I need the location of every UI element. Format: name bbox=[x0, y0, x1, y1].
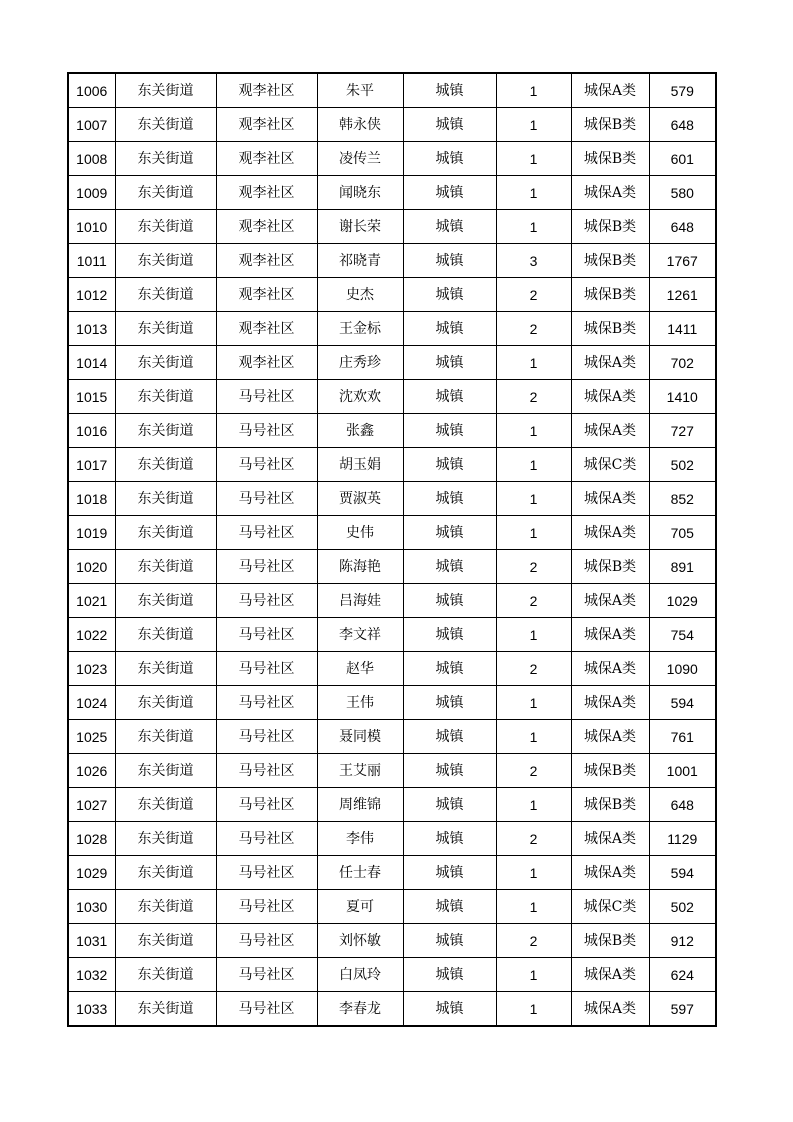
cell-amount: 1261 bbox=[649, 278, 716, 312]
table-row bbox=[68, 414, 716, 448]
cell-name: 祁晓青 bbox=[317, 244, 403, 278]
cell-name: 刘怀敏 bbox=[317, 924, 403, 958]
cell-type: 城镇 bbox=[403, 686, 496, 720]
cell-id: 1010 bbox=[68, 210, 115, 244]
cell-category: 城保B类 bbox=[571, 244, 649, 278]
cell-category: 城保C类 bbox=[571, 448, 649, 482]
cell-id: 1033 bbox=[68, 992, 115, 1027]
cell-name: 聂同模 bbox=[317, 720, 403, 754]
cell-name: 吕海娃 bbox=[317, 584, 403, 618]
table-row bbox=[68, 244, 716, 278]
cell-id: 1011 bbox=[68, 244, 115, 278]
cell-category: 城保A类 bbox=[571, 176, 649, 210]
cell-street: 东关街道 bbox=[115, 346, 216, 380]
cell-amount: 761 bbox=[649, 720, 716, 754]
cell-id: 1027 bbox=[68, 788, 115, 822]
cell-id: 1017 bbox=[68, 448, 115, 482]
cell-amount: 912 bbox=[649, 924, 716, 958]
table-row bbox=[68, 210, 716, 244]
cell-community: 马号社区 bbox=[216, 788, 317, 822]
table-row bbox=[68, 176, 716, 210]
cell-amount: 594 bbox=[649, 686, 716, 720]
cell-name: 胡玉娟 bbox=[317, 448, 403, 482]
table-row bbox=[68, 924, 716, 958]
cell-community: 马号社区 bbox=[216, 686, 317, 720]
cell-community: 观李社区 bbox=[216, 142, 317, 176]
cell-community: 马号社区 bbox=[216, 890, 317, 924]
cell-name: 王艾丽 bbox=[317, 754, 403, 788]
cell-community: 马号社区 bbox=[216, 584, 317, 618]
cell-name: 庄秀珍 bbox=[317, 346, 403, 380]
cell-name: 李文祥 bbox=[317, 618, 403, 652]
cell-id: 1029 bbox=[68, 856, 115, 890]
cell-name: 周维锦 bbox=[317, 788, 403, 822]
cell-type: 城镇 bbox=[403, 380, 496, 414]
cell-name: 史伟 bbox=[317, 516, 403, 550]
cell-type: 城镇 bbox=[403, 958, 496, 992]
cell-type: 城镇 bbox=[403, 618, 496, 652]
cell-count: 1 bbox=[496, 958, 571, 992]
cell-street: 东关街道 bbox=[115, 924, 216, 958]
cell-type: 城镇 bbox=[403, 856, 496, 890]
cell-community: 观李社区 bbox=[216, 278, 317, 312]
cell-id: 1016 bbox=[68, 414, 115, 448]
cell-amount: 502 bbox=[649, 448, 716, 482]
cell-type: 城镇 bbox=[403, 142, 496, 176]
cell-community: 马号社区 bbox=[216, 754, 317, 788]
cell-amount: 579 bbox=[649, 73, 716, 108]
cell-amount: 727 bbox=[649, 414, 716, 448]
cell-count: 2 bbox=[496, 380, 571, 414]
cell-category: 城保A类 bbox=[571, 584, 649, 618]
cell-count: 1 bbox=[496, 414, 571, 448]
cell-amount: 891 bbox=[649, 550, 716, 584]
cell-street: 东关街道 bbox=[115, 516, 216, 550]
cell-amount: 648 bbox=[649, 210, 716, 244]
cell-count: 1 bbox=[496, 890, 571, 924]
cell-amount: 1129 bbox=[649, 822, 716, 856]
cell-id: 1018 bbox=[68, 482, 115, 516]
cell-category: 城保A类 bbox=[571, 73, 649, 108]
cell-community: 观李社区 bbox=[216, 346, 317, 380]
cell-community: 观李社区 bbox=[216, 108, 317, 142]
cell-street: 东关街道 bbox=[115, 822, 216, 856]
table-row bbox=[68, 720, 716, 754]
cell-amount: 597 bbox=[649, 992, 716, 1027]
table-row bbox=[68, 346, 716, 380]
cell-street: 东关街道 bbox=[115, 890, 216, 924]
cell-type: 城镇 bbox=[403, 550, 496, 584]
table-row bbox=[68, 108, 716, 142]
table-row bbox=[68, 516, 716, 550]
cell-type: 城镇 bbox=[403, 584, 496, 618]
cell-street: 东关街道 bbox=[115, 448, 216, 482]
cell-category: 城保B类 bbox=[571, 788, 649, 822]
cell-street: 东关街道 bbox=[115, 720, 216, 754]
cell-amount: 1029 bbox=[649, 584, 716, 618]
cell-category: 城保B类 bbox=[571, 210, 649, 244]
cell-community: 观李社区 bbox=[216, 176, 317, 210]
cell-id: 1021 bbox=[68, 584, 115, 618]
cell-street: 东关街道 bbox=[115, 992, 216, 1027]
cell-id: 1032 bbox=[68, 958, 115, 992]
cell-name: 史杰 bbox=[317, 278, 403, 312]
cell-id: 1022 bbox=[68, 618, 115, 652]
cell-count: 1 bbox=[496, 618, 571, 652]
cell-category: 城保A类 bbox=[571, 516, 649, 550]
cell-amount: 1767 bbox=[649, 244, 716, 278]
cell-category: 城保A类 bbox=[571, 720, 649, 754]
cell-name: 闻晓东 bbox=[317, 176, 403, 210]
cell-amount: 601 bbox=[649, 142, 716, 176]
cell-amount: 648 bbox=[649, 108, 716, 142]
cell-type: 城镇 bbox=[403, 108, 496, 142]
cell-type: 城镇 bbox=[403, 244, 496, 278]
cell-amount: 852 bbox=[649, 482, 716, 516]
table-row bbox=[68, 958, 716, 992]
cell-category: 城保B类 bbox=[571, 550, 649, 584]
cell-street: 东关街道 bbox=[115, 856, 216, 890]
cell-amount: 1411 bbox=[649, 312, 716, 346]
table-row bbox=[68, 856, 716, 890]
cell-category: 城保A类 bbox=[571, 958, 649, 992]
cell-count: 1 bbox=[496, 992, 571, 1027]
cell-community: 马号社区 bbox=[216, 550, 317, 584]
cell-category: 城保B类 bbox=[571, 108, 649, 142]
table-row bbox=[68, 584, 716, 618]
cell-count: 1 bbox=[496, 686, 571, 720]
cell-community: 马号社区 bbox=[216, 448, 317, 482]
table-row bbox=[68, 890, 716, 924]
cell-street: 东关街道 bbox=[115, 618, 216, 652]
cell-amount: 702 bbox=[649, 346, 716, 380]
cell-street: 东关街道 bbox=[115, 244, 216, 278]
cell-street: 东关街道 bbox=[115, 958, 216, 992]
cell-type: 城镇 bbox=[403, 516, 496, 550]
cell-count: 1 bbox=[496, 448, 571, 482]
cell-count: 1 bbox=[496, 720, 571, 754]
cell-name: 贾淑英 bbox=[317, 482, 403, 516]
table-row bbox=[68, 992, 716, 1027]
table-row bbox=[68, 618, 716, 652]
cell-community: 观李社区 bbox=[216, 73, 317, 108]
table-row bbox=[68, 788, 716, 822]
cell-name: 朱平 bbox=[317, 73, 403, 108]
cell-count: 2 bbox=[496, 312, 571, 346]
cell-community: 马号社区 bbox=[216, 482, 317, 516]
cell-street: 东关街道 bbox=[115, 686, 216, 720]
cell-category: 城保C类 bbox=[571, 890, 649, 924]
cell-category: 城保A类 bbox=[571, 618, 649, 652]
cell-type: 城镇 bbox=[403, 992, 496, 1027]
cell-name: 沈欢欢 bbox=[317, 380, 403, 414]
cell-type: 城镇 bbox=[403, 924, 496, 958]
cell-id: 1015 bbox=[68, 380, 115, 414]
cell-name: 赵华 bbox=[317, 652, 403, 686]
cell-count: 1 bbox=[496, 482, 571, 516]
cell-community: 马号社区 bbox=[216, 414, 317, 448]
table-row bbox=[68, 652, 716, 686]
cell-count: 3 bbox=[496, 244, 571, 278]
table-row bbox=[68, 550, 716, 584]
cell-id: 1025 bbox=[68, 720, 115, 754]
cell-name: 李伟 bbox=[317, 822, 403, 856]
cell-category: 城保A类 bbox=[571, 822, 649, 856]
table-row bbox=[68, 380, 716, 414]
cell-street: 东关街道 bbox=[115, 176, 216, 210]
cell-street: 东关街道 bbox=[115, 73, 216, 108]
cell-community: 马号社区 bbox=[216, 618, 317, 652]
cell-community: 马号社区 bbox=[216, 992, 317, 1027]
cell-count: 2 bbox=[496, 652, 571, 686]
cell-name: 凌传兰 bbox=[317, 142, 403, 176]
cell-category: 城保A类 bbox=[571, 652, 649, 686]
cell-name: 张鑫 bbox=[317, 414, 403, 448]
cell-amount: 705 bbox=[649, 516, 716, 550]
cell-type: 城镇 bbox=[403, 73, 496, 108]
cell-type: 城镇 bbox=[403, 822, 496, 856]
cell-street: 东关街道 bbox=[115, 108, 216, 142]
cell-count: 1 bbox=[496, 142, 571, 176]
cell-amount: 624 bbox=[649, 958, 716, 992]
cell-community: 马号社区 bbox=[216, 720, 317, 754]
table-row bbox=[68, 142, 716, 176]
cell-street: 东关街道 bbox=[115, 584, 216, 618]
cell-type: 城镇 bbox=[403, 414, 496, 448]
cell-count: 2 bbox=[496, 924, 571, 958]
cell-id: 1026 bbox=[68, 754, 115, 788]
cell-type: 城镇 bbox=[403, 210, 496, 244]
cell-id: 1020 bbox=[68, 550, 115, 584]
cell-count: 1 bbox=[496, 856, 571, 890]
cell-category: 城保A类 bbox=[571, 992, 649, 1027]
cell-type: 城镇 bbox=[403, 176, 496, 210]
cell-name: 王金标 bbox=[317, 312, 403, 346]
cell-category: 城保A类 bbox=[571, 686, 649, 720]
cell-count: 2 bbox=[496, 754, 571, 788]
cell-community: 马号社区 bbox=[216, 652, 317, 686]
cell-category: 城保A类 bbox=[571, 856, 649, 890]
cell-street: 东关街道 bbox=[115, 754, 216, 788]
cell-community: 观李社区 bbox=[216, 210, 317, 244]
cell-id: 1013 bbox=[68, 312, 115, 346]
cell-name: 任士春 bbox=[317, 856, 403, 890]
cell-name: 韩永侠 bbox=[317, 108, 403, 142]
cell-id: 1028 bbox=[68, 822, 115, 856]
cell-amount: 1410 bbox=[649, 380, 716, 414]
cell-category: 城保A类 bbox=[571, 482, 649, 516]
cell-name: 夏可 bbox=[317, 890, 403, 924]
cell-category: 城保A类 bbox=[571, 414, 649, 448]
cell-id: 1031 bbox=[68, 924, 115, 958]
cell-name: 陈海艳 bbox=[317, 550, 403, 584]
cell-count: 1 bbox=[496, 108, 571, 142]
cell-type: 城镇 bbox=[403, 890, 496, 924]
cell-amount: 502 bbox=[649, 890, 716, 924]
table-row bbox=[68, 312, 716, 346]
table-row bbox=[68, 754, 716, 788]
cell-id: 1006 bbox=[68, 73, 115, 108]
cell-community: 观李社区 bbox=[216, 244, 317, 278]
cell-id: 1024 bbox=[68, 686, 115, 720]
cell-street: 东关街道 bbox=[115, 788, 216, 822]
cell-count: 1 bbox=[496, 176, 571, 210]
cell-id: 1009 bbox=[68, 176, 115, 210]
cell-community: 观李社区 bbox=[216, 312, 317, 346]
table-row bbox=[68, 482, 716, 516]
cell-category: 城保B类 bbox=[571, 278, 649, 312]
cell-community: 马号社区 bbox=[216, 822, 317, 856]
cell-type: 城镇 bbox=[403, 720, 496, 754]
cell-type: 城镇 bbox=[403, 788, 496, 822]
cell-street: 东关街道 bbox=[115, 550, 216, 584]
cell-id: 1023 bbox=[68, 652, 115, 686]
cell-name: 谢长荣 bbox=[317, 210, 403, 244]
cell-street: 东关街道 bbox=[115, 380, 216, 414]
cell-amount: 594 bbox=[649, 856, 716, 890]
cell-street: 东关街道 bbox=[115, 482, 216, 516]
cell-type: 城镇 bbox=[403, 482, 496, 516]
cell-name: 王伟 bbox=[317, 686, 403, 720]
cell-street: 东关街道 bbox=[115, 210, 216, 244]
cell-street: 东关街道 bbox=[115, 142, 216, 176]
table-body bbox=[68, 73, 716, 1026]
cell-category: 城保B类 bbox=[571, 142, 649, 176]
cell-amount: 648 bbox=[649, 788, 716, 822]
cell-count: 1 bbox=[496, 73, 571, 108]
table-row bbox=[68, 822, 716, 856]
cell-type: 城镇 bbox=[403, 448, 496, 482]
cell-name: 李春龙 bbox=[317, 992, 403, 1027]
cell-count: 2 bbox=[496, 822, 571, 856]
cell-community: 马号社区 bbox=[216, 924, 317, 958]
table-row bbox=[68, 686, 716, 720]
cell-id: 1030 bbox=[68, 890, 115, 924]
cell-type: 城镇 bbox=[403, 278, 496, 312]
cell-amount: 580 bbox=[649, 176, 716, 210]
cell-count: 2 bbox=[496, 550, 571, 584]
cell-street: 东关街道 bbox=[115, 312, 216, 346]
cell-community: 马号社区 bbox=[216, 380, 317, 414]
cell-street: 东关街道 bbox=[115, 414, 216, 448]
cell-community: 马号社区 bbox=[216, 958, 317, 992]
cell-community: 马号社区 bbox=[216, 856, 317, 890]
cell-count: 2 bbox=[496, 278, 571, 312]
cell-category: 城保A类 bbox=[571, 380, 649, 414]
cell-id: 1019 bbox=[68, 516, 115, 550]
cell-street: 东关街道 bbox=[115, 652, 216, 686]
cell-id: 1007 bbox=[68, 108, 115, 142]
cell-count: 1 bbox=[496, 346, 571, 380]
cell-name: 白凤玲 bbox=[317, 958, 403, 992]
cell-count: 1 bbox=[496, 788, 571, 822]
cell-street: 东关街道 bbox=[115, 278, 216, 312]
cell-category: 城保B类 bbox=[571, 924, 649, 958]
cell-count: 2 bbox=[496, 584, 571, 618]
data-table bbox=[67, 72, 717, 1027]
cell-type: 城镇 bbox=[403, 346, 496, 380]
cell-type: 城镇 bbox=[403, 754, 496, 788]
cell-type: 城镇 bbox=[403, 312, 496, 346]
cell-category: 城保A类 bbox=[571, 346, 649, 380]
cell-id: 1012 bbox=[68, 278, 115, 312]
cell-id: 1008 bbox=[68, 142, 115, 176]
cell-id: 1014 bbox=[68, 346, 115, 380]
table-row bbox=[68, 73, 716, 108]
cell-amount: 1090 bbox=[649, 652, 716, 686]
cell-type: 城镇 bbox=[403, 652, 496, 686]
table-row bbox=[68, 448, 716, 482]
cell-category: 城保B类 bbox=[571, 312, 649, 346]
cell-count: 1 bbox=[496, 516, 571, 550]
cell-amount: 1001 bbox=[649, 754, 716, 788]
cell-community: 马号社区 bbox=[216, 516, 317, 550]
cell-count: 1 bbox=[496, 210, 571, 244]
cell-amount: 754 bbox=[649, 618, 716, 652]
table-row bbox=[68, 278, 716, 312]
cell-category: 城保B类 bbox=[571, 754, 649, 788]
